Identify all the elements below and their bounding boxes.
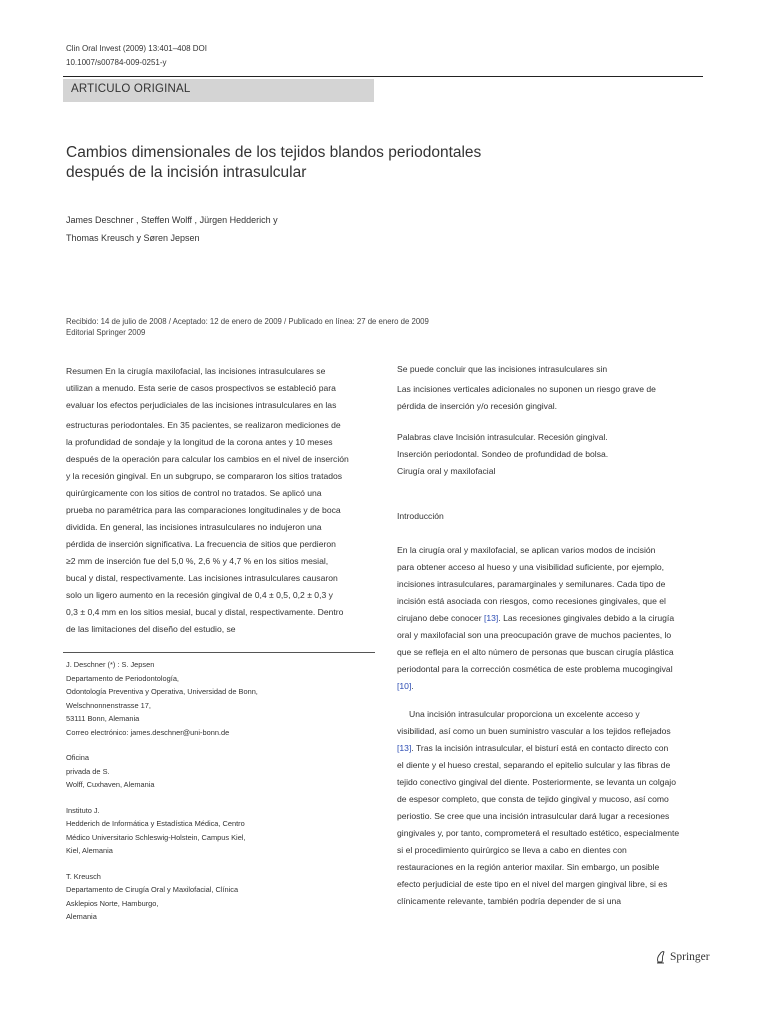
intro-text: . Las recesiones gingivales debido a la cirugía	[498, 613, 675, 623]
springer-wordmark: Springer	[670, 951, 710, 963]
intro-line: el diente y el hueso crestal, separando el epitelio sulcular y las fibras de	[397, 760, 671, 770]
article-title	[66, 143, 586, 183]
intro-line: de espesor completo, que consta de tejido gingival y mucoso, así como	[397, 794, 669, 804]
section-bar	[63, 79, 374, 102]
publication-history	[66, 316, 706, 338]
affiliation-line: Departamento de Cirugía Oral y Maxilofacial, Clínica	[66, 885, 239, 894]
affiliation-line: Correo electrónico: james.deschner@uni-bonn.de	[66, 727, 230, 737]
intro-line: periodontal para la corrección cosmética de este problema mucogingival	[397, 664, 673, 674]
intro-line: incisiones intrasulculares, paramarginales y semilunares. Cada tipo de	[397, 579, 666, 589]
abstract-line: después de la operación para calcular los cambios en el nivel de inserción	[66, 454, 349, 464]
intro-line: En la cirugía oral y maxilofacial, se aplican varios modos de incisión	[397, 545, 656, 555]
affiliation-line: 53111 Bonn, Alemania	[66, 714, 140, 723]
intro-line: tejido conectivo gingival del diente. Posteriormente, se levanta un colgajo	[397, 777, 676, 787]
doi-line: 10.1007/s00784-009-0251-y	[66, 58, 167, 67]
abstract-line: y la recesión gingival. En un subgrupo, se compararon los sitios tratados	[66, 471, 343, 481]
citation-link[interactable]: [13]	[483, 613, 499, 623]
right-column	[397, 361, 715, 910]
abstract-line: utilizan a menudo. Esta serie de casos prospectivos se estableció para	[66, 383, 336, 393]
keywords-line: Cirugía oral y maxilofacial	[397, 466, 496, 476]
abstract-line: pérdida de inserción significativa. La frecuencia de sitios que perdieron	[66, 539, 336, 549]
springer-horse-icon	[655, 950, 667, 964]
section-label: ARTICULO ORIGINAL	[71, 83, 191, 95]
conclusion-line: pérdida de inserción y/o recesión gingival.	[397, 401, 558, 411]
intro-line	[397, 678, 715, 695]
abstract	[66, 363, 386, 638]
authors-line: James Deschner , Steffen Wolff , Jürgen Hedderich y	[66, 215, 278, 225]
abstract-line: estructuras periodontales. En 35 pacientes, se realizaron mediciones de	[66, 420, 341, 430]
affiliation-line: Welschnonnenstrasse 17,	[66, 700, 151, 710]
affiliation-line: Médico Universitario Schleswig-Holstein, Campus Kiel,	[66, 832, 246, 842]
citation-link[interactable]: [10]	[397, 681, 412, 691]
affiliation-line: J. Deschner (*) : S. Jepsen	[66, 660, 155, 669]
abstract-line: solo un ligero aumento en la recesión gingival de 0,4 ± 0,5, 0,2 ± 0,3 y	[66, 590, 333, 600]
affiliation-line: Hedderich de Informática y Estadística Médica, Centro	[66, 819, 245, 828]
affiliation-line: Alemania	[66, 912, 97, 921]
abstract-part-b	[66, 417, 386, 638]
conclusion-line: Las incisiones verticales adicionales no suponen un riesgo grave de	[397, 384, 656, 394]
citation-link[interactable]: [13]	[397, 743, 412, 753]
intro-line: si el procedimiento quirúrgico se lleva a cabo en dientes con	[397, 845, 627, 855]
keywords	[397, 429, 715, 480]
intro-line: incisión está asociada con riesgos, como recesiones gingivales, que el	[397, 596, 666, 606]
abstract-line: dividida. En general, las incisiones intrasulculares no indujeron una	[66, 522, 322, 532]
abstract-line: evaluar los efectos perjudiciales de las incisiones intrasulculares en las	[66, 400, 337, 410]
title-line: después de la incisión intrasulcular	[66, 164, 307, 181]
affiliation-line: Asklepios Norte, Hamburgo,	[66, 898, 159, 908]
intro-text: cirujano debe conocer	[397, 613, 484, 623]
abstract-line: Resumen En la cirugía maxilofacial, las incisiones intrasulculares se	[66, 366, 326, 376]
received-dates: Recibido: 14 de julio de 2008 / Aceptado: 12 de enero de 2009 / Publicado en línea: 27 de enero de 2009	[66, 317, 429, 326]
title-line: Cambios dimensionales de los tejidos blandos periodontales	[66, 144, 482, 161]
intro-text: .	[411, 681, 414, 691]
conclusion	[397, 381, 715, 415]
intro-line: periostio. Se cree que una incisión intrasulcular dará lugar a recesiones	[397, 811, 670, 821]
intro-line	[397, 740, 715, 757]
intro-line: para obtener acceso al hueso y una visibilidad suficiente, por ejemplo,	[397, 562, 665, 572]
affiliation-line: Kiel, Alemania	[66, 846, 113, 855]
abstract-line: la profundidad de sondaje y la longitud de la corona antes y 10 meses	[66, 437, 333, 447]
abstract-part-a	[66, 363, 386, 414]
introduction-heading: Introducción	[397, 511, 444, 521]
abstract-line: de las limitaciones del diseño del estudio, se	[66, 624, 236, 634]
intro-line	[397, 610, 715, 627]
affiliation-block	[66, 658, 386, 739]
authors-line: Thomas Kreusch y Søren Jepsen	[66, 233, 200, 243]
abstract-line: bucal y distal, respectivamente. Las incisiones intrasulculares causaron	[66, 573, 338, 583]
affiliation-block	[66, 751, 386, 792]
affiliation-line: privada de S.	[66, 766, 110, 776]
intro-line: efecto perjudicial de este tipo en el nivel del margen gingival libre, si es	[397, 879, 668, 889]
affiliation-rule	[63, 652, 375, 653]
affiliation-line: T. Kreusch	[66, 871, 101, 881]
intro-line: que se refleja en el alto número de personas que buscan cirugía plástica	[397, 647, 674, 657]
journal-citation: Clin Oral Invest (2009) 13:401–408 DOI	[66, 44, 207, 53]
introduction-paragraph-1	[397, 542, 715, 695]
abstract-line: 0,3 ± 0,4 mm en los sitios mesial, bucal y distal, respectivamente. Dentro	[66, 607, 344, 617]
affiliation-block	[66, 870, 386, 924]
conclusion-line: Se puede concluir que las incisiones intrasulculares sin	[397, 364, 608, 374]
affiliation-line: Departamento de Periodontología,	[66, 673, 179, 683]
affiliation-line: Oficina	[66, 753, 90, 762]
author-list	[66, 211, 546, 247]
affiliation-line: Wolff, Cuxhaven, Alemania	[66, 780, 155, 789]
abstract-line: quirúrgicamente con los sitios de control no tratados. Se aplicó una	[66, 488, 322, 498]
springer-logo	[655, 950, 710, 964]
abstract-line: prueba no paramétrica para las comparaciones longitudinales y de boca	[66, 505, 341, 515]
introduction-paragraph-2	[397, 706, 715, 910]
intro-text: . Tras la incisión intrasulcular, el bisturí está en contacto directo con	[411, 743, 669, 753]
affiliations	[66, 658, 386, 936]
intro-line: visibilidad, así como un buen suministro vascular a los tejidos reflejados	[397, 726, 671, 736]
intro-line: oral y maxilofacial son una preocupación grave de muchos pacientes, lo	[397, 630, 672, 640]
intro-line: clínicamente relevante, también podría depender de si una	[397, 896, 622, 906]
intro-line: Una incisión intrasulcular proporciona un excelente acceso y	[409, 709, 640, 719]
keywords-line: Palabras clave Incisión intrasulcular. Recesión gingival.	[397, 432, 608, 442]
intro-line: gingivales y, por tanto, comprometerá el resultado estético, especialmente	[397, 828, 680, 838]
affiliation-line: Odontología Preventiva y Operativa, Universidad de Bonn,	[66, 687, 258, 696]
abstract-line: ≥2 mm de inserción fue del 5,0 %, 2,6 % y 4,7 % en los sitios mesial,	[66, 556, 329, 566]
keywords-line: Inserción periodontal. Sondeo de profundidad de bolsa.	[397, 449, 609, 459]
publisher-line: Editorial Springer 2009	[66, 328, 146, 337]
intro-line: restauraciones en la región anterior maxilar. Sin embargo, un posible	[397, 862, 660, 872]
affiliation-line: Instituto J.	[66, 805, 100, 815]
header-rule	[63, 76, 703, 77]
affiliation-block	[66, 804, 386, 858]
